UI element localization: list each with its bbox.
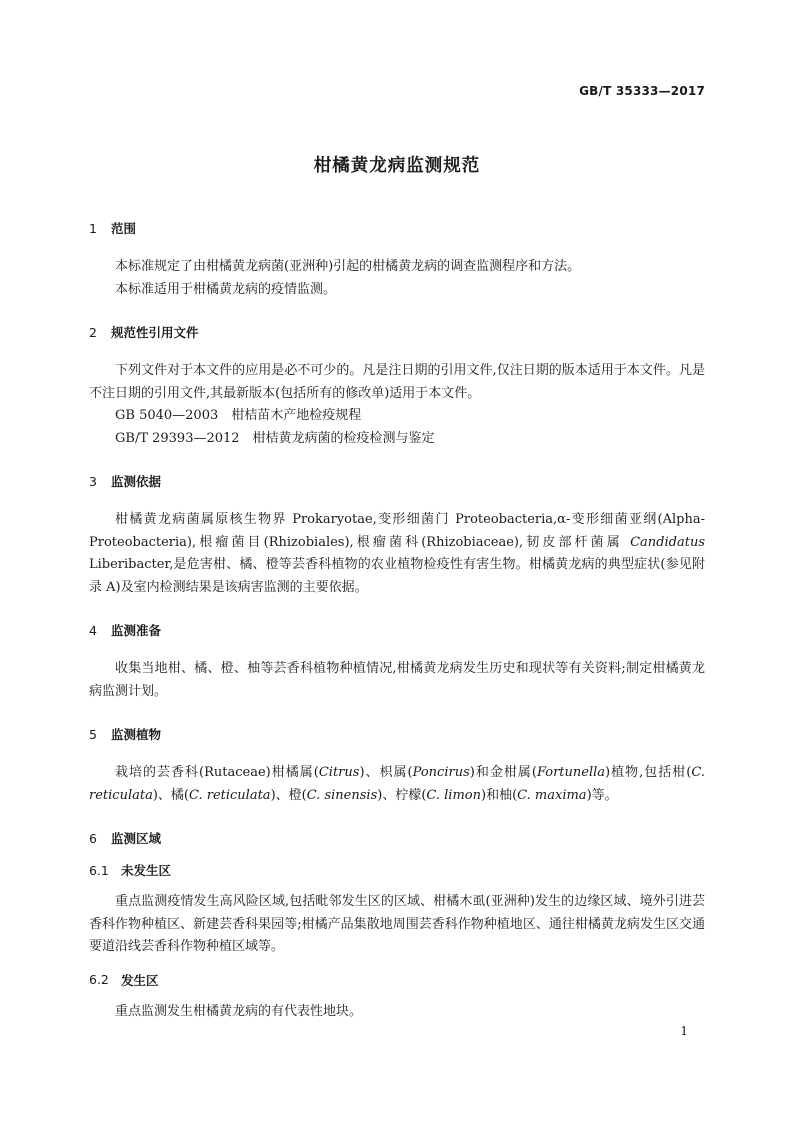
section-number: 4 — [89, 622, 97, 638]
section-5-paragraph-1: 栽培的芸香科(Rutaceae)柑橘属(Citrus)、枳属(Poncirus)和金柑属(Fortunella)植物,包括柑(C. reticulata)、橘(C. reticulata)、橙(C. sinensis)、柠檬(C. limon)和柚(C. maxima)等。 — [89, 765, 705, 803]
section-title: 监测植物 — [111, 727, 162, 742]
section-3-paragraph-1: 柑橘黄龙病菌属原核生物界 Prokaryotae,变形细菌门 Proteobacteria,α-变形细菌亚纲(Alpha-Proteobacteria),根瘤菌目(Rhizobiales),根瘤菌科(Rhizobiaceae),韧皮部杆菌属 Candidatus Liberibacter,是危害柑、橘、橙等芸香科植物的农业植物检疫性有害生物。柑橘黄龙病的典型症状(参见附录 A)及室内检测结果是该病害监测的主要依据。 — [89, 512, 705, 595]
document-body — [89, 217, 705, 1023]
section-6-heading — [89, 827, 705, 849]
section-number: 6 — [89, 830, 97, 846]
section-title: 范围 — [111, 221, 137, 236]
subsection-6-1-heading — [89, 859, 705, 881]
section-number: 5 — [89, 726, 97, 742]
section-1-heading — [89, 217, 705, 239]
section-number: 2 — [89, 324, 97, 340]
section-4-paragraph-1: 收集当地柑、橘、橙、柚等芸香科植物种植情况,柑橘黄龙病发生历史和现状等有关资料;制定柑橘黄龙病监测计划。 — [89, 661, 705, 699]
subsection-title: 发生区 — [121, 972, 159, 988]
normative-reference-1: GB 5040—2003 柑桔苗木产地检疫规程 — [115, 408, 362, 423]
section-title: 监测依据 — [111, 474, 162, 489]
section-title: 监测准备 — [111, 623, 162, 638]
page-number: 1 — [680, 1024, 688, 1038]
section-5-heading — [89, 723, 705, 745]
section-number: 1 — [89, 220, 97, 236]
section-title: 监测区域 — [111, 831, 162, 846]
section-4-heading — [89, 619, 705, 641]
normative-reference-2: GB/T 29393—2012 柑桔黄龙病菌的检疫检测与鉴定 — [115, 430, 435, 446]
section-2-heading — [89, 321, 705, 343]
section-1-paragraph-2: 本标准适用于柑橘黄龙病的疫情监测。 — [115, 281, 337, 297]
section-number: 3 — [89, 473, 97, 489]
section-2-paragraph-1: 下列文件对于本文件的应用是必不可少的。凡是注日期的引用文件,仅注日期的版本适用于本文件。凡是不注日期的引用文件,其最新版本(包括所有的修改单)适用于本文件。 — [89, 363, 705, 401]
standard-code: GB/T 35333—2017 — [579, 84, 705, 98]
section-3-heading — [89, 470, 705, 492]
section-title: 规范性引用文件 — [111, 325, 199, 340]
section-1-paragraph-1: 本标准规定了由柑橘黄龙病菌(亚洲种)引起的柑橘黄龙病的调查监测程序和方法。 — [115, 259, 581, 274]
subsection-6-2-paragraph-1: 重点监测发生柑橘黄龙病的有代表性地块。 — [115, 1003, 363, 1019]
subsection-6-1-paragraph-1: 重点监测疫情发生高风险区域,包括毗邻发生区的区域、柑橘木虱(亚洲种)发生的边缘区域、境外引进芸香科作物种植区、新建芸香科果园等;柑橘产品集散地周围芸香科作物种植地区、通往柑橘黄龙病发生区交通要道沿线芸香科作物种植区域等。 — [89, 894, 705, 954]
document-title: 柑橘黄龙病监测规范 — [313, 156, 481, 176]
subsection-title: 未发生区 — [121, 863, 172, 878]
subsection-number: 6.2 — [89, 972, 109, 987]
subsection-6-2-heading — [89, 969, 705, 991]
subsection-number: 6.1 — [89, 862, 109, 878]
